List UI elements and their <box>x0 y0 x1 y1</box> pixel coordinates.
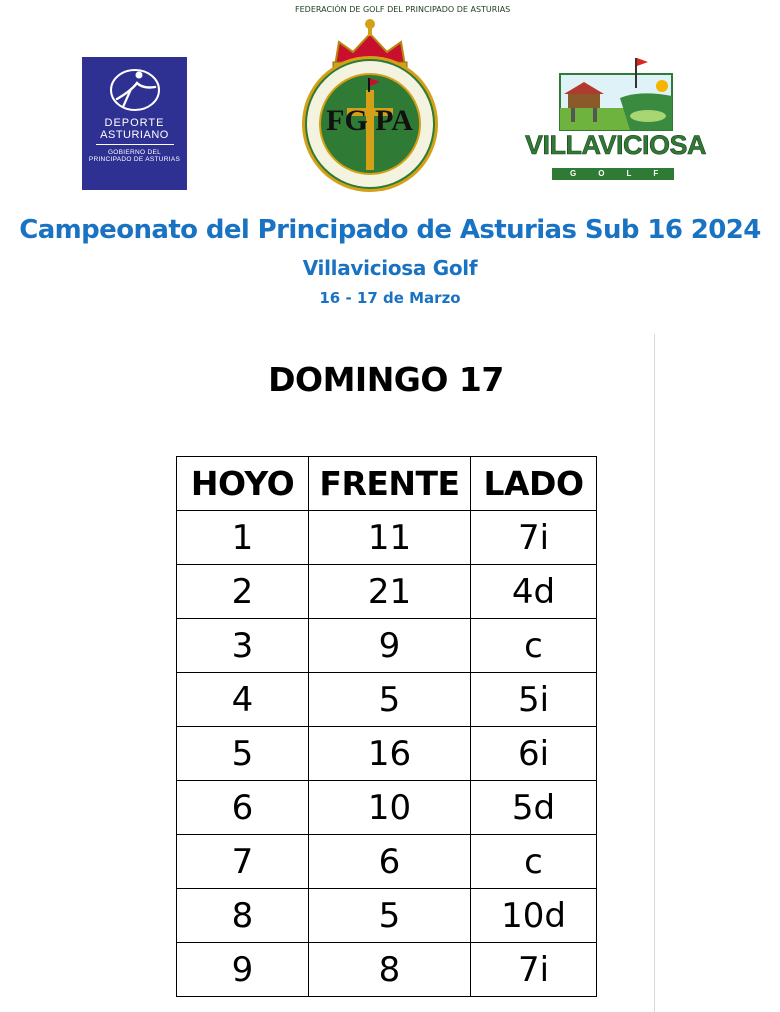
federacion-golf-logo <box>295 5 511 194</box>
pin-positions-table <box>176 456 597 997</box>
day-heading: DOMINGO 17 <box>268 360 504 399</box>
table-row <box>177 781 597 835</box>
hoyo-cell: 7 <box>177 835 309 889</box>
table-row <box>177 565 597 619</box>
lado-cell: 5d <box>471 781 597 835</box>
ring-lettering: FEDERACIÓN DE GOLF DEL PRINCIPADO DE ASTURIAS <box>295 5 511 14</box>
monogram-pa: PA <box>375 104 413 137</box>
hoyo-cell: 4 <box>177 673 309 727</box>
villaviciosa-golf-logo <box>520 58 705 186</box>
lado-cell: 6i <box>471 727 597 781</box>
table-row <box>177 673 597 727</box>
lado-cell: 4d <box>471 565 597 619</box>
hoyo-cell: 8 <box>177 889 309 943</box>
frente-cell: 11 <box>309 511 471 565</box>
hoyo-cell: 9 <box>177 943 309 997</box>
frente-cell: 10 <box>309 781 471 835</box>
lado-cell: 5i <box>471 673 597 727</box>
page-divider <box>654 334 655 1012</box>
golf-wordmark: GOLF <box>552 168 674 180</box>
federacion-crest-icon <box>295 5 511 194</box>
table-row <box>177 889 597 943</box>
lado-cell: 7i <box>471 511 597 565</box>
villaviciosa-wordmark: VILLAVICIOSA <box>525 130 707 160</box>
golf-landscape-icon <box>520 58 705 138</box>
column-header-frente: FRENTE <box>309 457 471 511</box>
lado-cell: c <box>471 619 597 673</box>
monogram-fg: FG <box>326 104 368 137</box>
venue-name: Villaviciosa Golf <box>302 256 478 280</box>
column-header-lado: LADO <box>471 457 597 511</box>
frente-cell: 5 <box>309 673 471 727</box>
hoyo-cell: 1 <box>177 511 309 565</box>
table-row <box>177 727 597 781</box>
frente-cell: 21 <box>309 565 471 619</box>
frente-cell: 5 <box>309 889 471 943</box>
principado-text: PRINCIPADO DE ASTURIAS <box>88 156 181 163</box>
gobierno-text: GOBIERNO DEL <box>107 149 162 156</box>
hoyo-cell: 2 <box>177 565 309 619</box>
table-row <box>177 511 597 565</box>
table-row <box>177 835 597 889</box>
hoyo-cell: 5 <box>177 727 309 781</box>
hoyo-cell: 6 <box>177 781 309 835</box>
frente-cell: 9 <box>309 619 471 673</box>
runner-emblem-icon <box>105 65 165 115</box>
tournament-title: Campeonato del Principado de Asturias Sub 16 2024 <box>19 215 761 245</box>
column-header-hoyo: HOYO <box>177 457 309 511</box>
lado-cell: 7i <box>471 943 597 997</box>
table-row <box>177 943 597 997</box>
frente-cell: 8 <box>309 943 471 997</box>
hoyo-cell: 3 <box>177 619 309 673</box>
event-dates: 16 - 17 de Marzo <box>319 289 461 307</box>
frente-cell: 16 <box>309 727 471 781</box>
table-header-row <box>177 457 597 511</box>
deporte-text: DEPORTE <box>104 117 165 129</box>
deporte-asturiano-logo <box>82 57 187 190</box>
frente-cell: 6 <box>309 835 471 889</box>
lado-cell: 10d <box>471 889 597 943</box>
lado-cell: c <box>471 835 597 889</box>
table-row <box>177 619 597 673</box>
asturiano-text: ASTURIANO <box>96 129 174 145</box>
